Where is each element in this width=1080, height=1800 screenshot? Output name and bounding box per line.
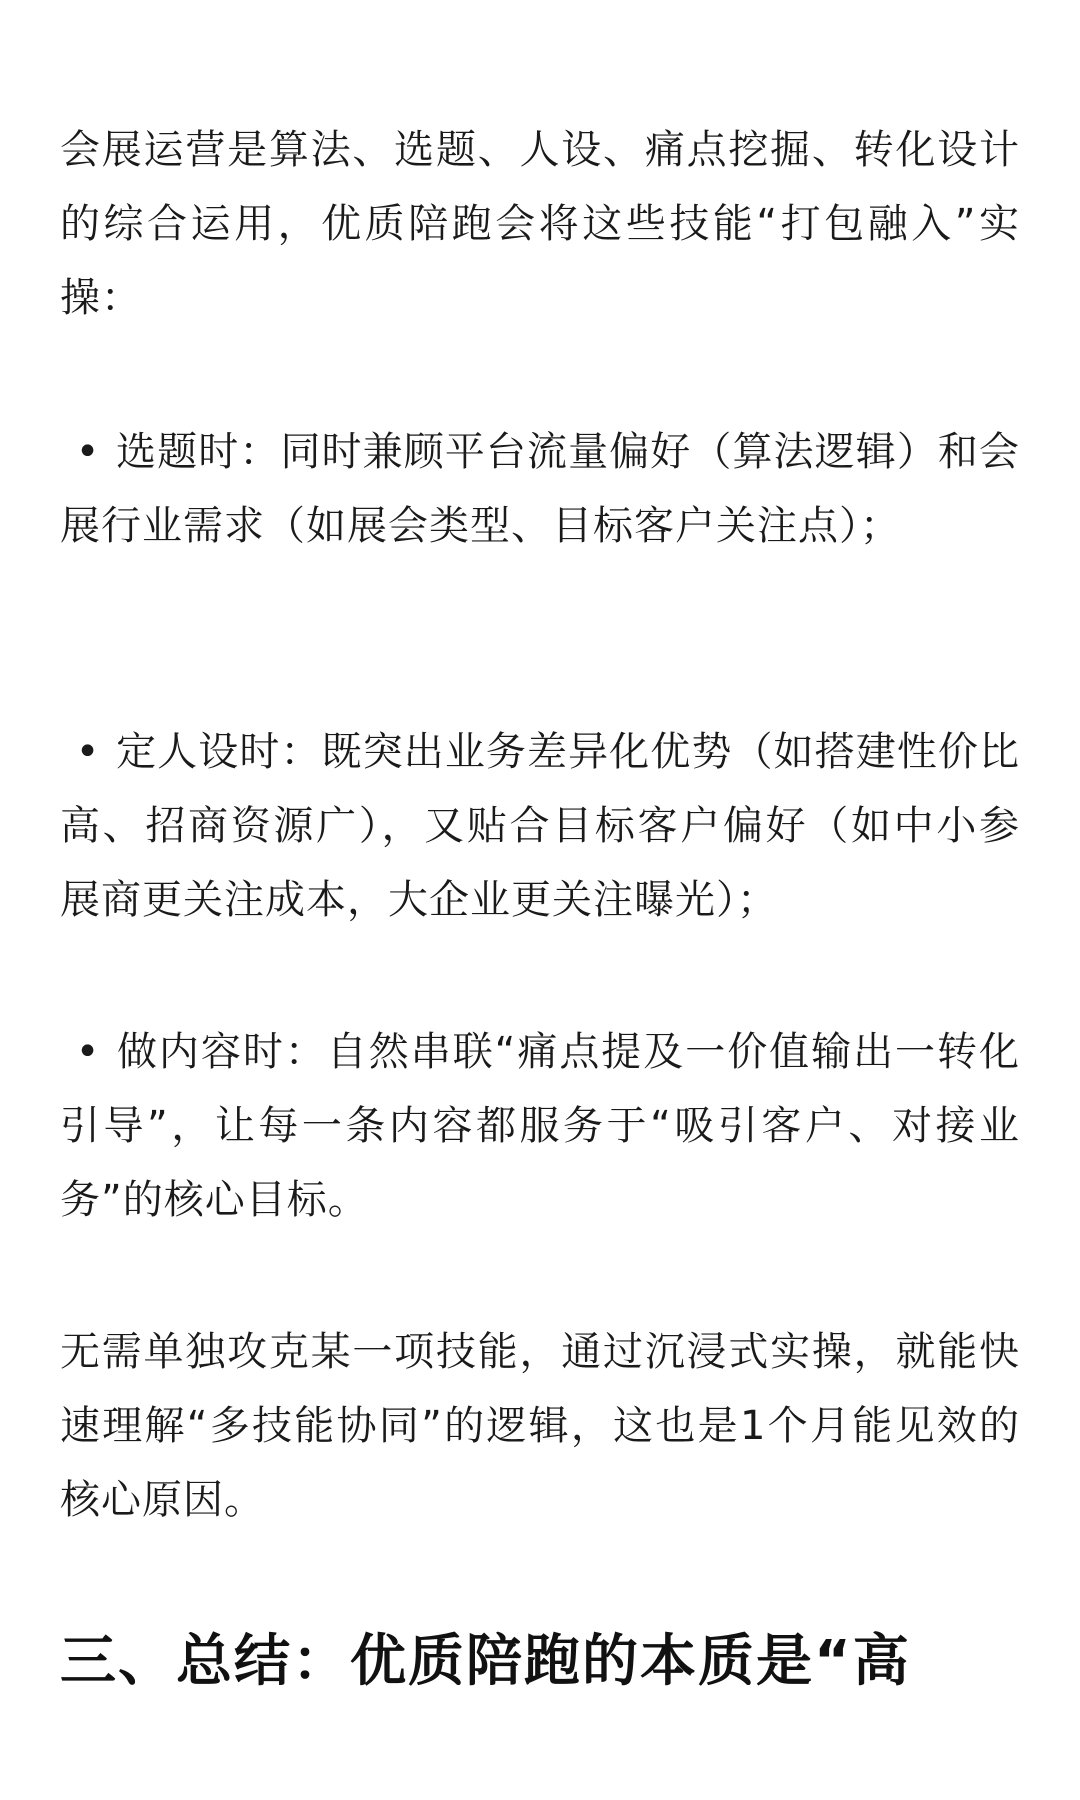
bullet-dot-icon: • xyxy=(75,1029,101,1075)
bullet-item-content xyxy=(60,1015,1020,1237)
outro-paragraph: 无需单独攻克某一项技能，通过沉浸式实操，就能快速理解“多技能协同”的逻辑，这也是1个月能见效的核心原因。 xyxy=(60,1329,1020,1523)
bullet-text: 定人设时：既突出业务差异化优势（如搭建性价比高、招商资源广），又贴合目标客户偏好（如中小参展商更关注成本，大企业更关注曝光）； xyxy=(60,729,1020,923)
bullet-item-persona xyxy=(60,715,1020,937)
intro-paragraph: 会展运营是算法、选题、人设、痛点挖掘、转化设计的综合运用，优质陪跑会将这些技能“打包融入”实操： xyxy=(60,127,1020,321)
bullet-item-topic xyxy=(60,415,1020,563)
bullet-dot-icon: • xyxy=(75,729,101,775)
bullet-text: 做内容时：自然串联“痛点提及一价值输出一转化引导”，让每一条内容都服务于“吸引客户、对接业务”的核心目标。 xyxy=(60,1029,1020,1223)
bullet-dot-icon: • xyxy=(75,429,101,475)
section-heading: 三、总结：优质陪跑的本质是“高 xyxy=(60,1629,911,1694)
bullet-text: 选题时：同时兼顾平台流量偏好（算法逻辑）和会展行业需求（如展会类型、目标客户关注点）； xyxy=(60,429,1020,549)
